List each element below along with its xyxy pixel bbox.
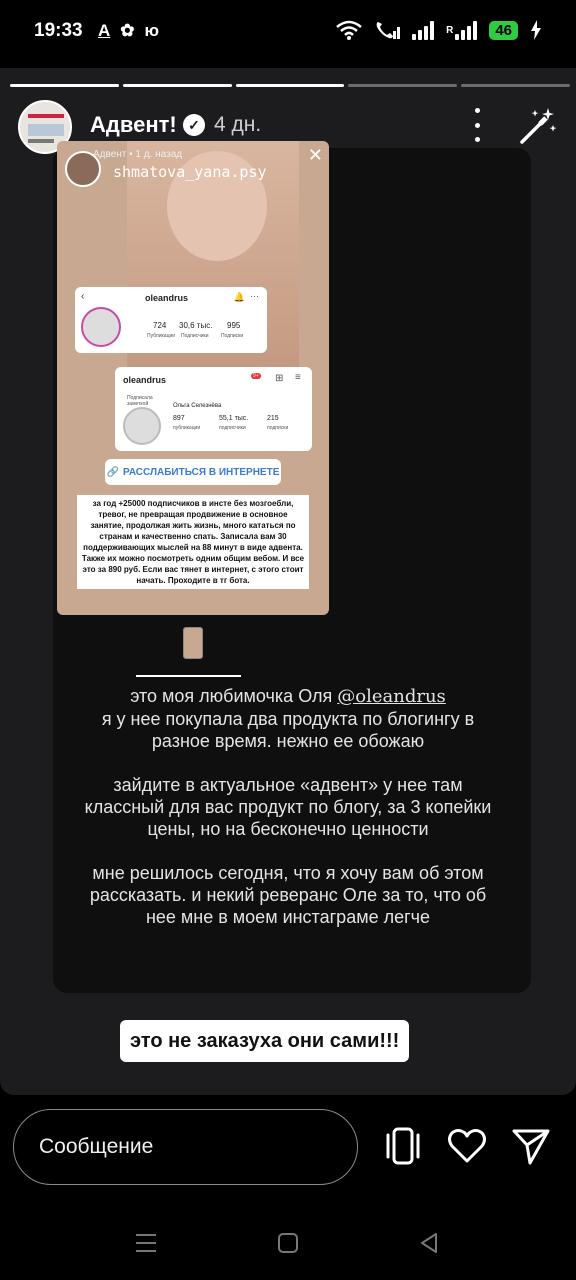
stat-label: Публикации — [147, 333, 176, 339]
stat-value: 30,6 тыс. — [179, 321, 213, 330]
story-thumbnail — [183, 627, 203, 659]
notification-icon-a: A — [98, 21, 111, 40]
stat-value: 897 — [173, 415, 185, 422]
stat-label: подписчики — [219, 425, 246, 431]
more-options-icon[interactable] — [470, 108, 484, 142]
wifi-icon — [336, 20, 362, 40]
send-icon[interactable] — [510, 1125, 552, 1167]
bell-icon: 🔔 — [233, 292, 245, 302]
profile-card-2 — [115, 367, 312, 451]
back-icon[interactable] — [416, 1229, 444, 1257]
charging-icon — [530, 20, 542, 40]
link-icon: 🔗 — [106, 466, 120, 478]
volte-call-icon — [374, 19, 400, 41]
verified-badge-icon: ✓ — [183, 114, 205, 136]
story-time-ago: 4 дн. — [214, 113, 262, 136]
signal-strength-icon-2 — [455, 20, 477, 40]
system-nav-bar — [0, 1205, 576, 1280]
reshared-author: shmatova_yana.psy — [113, 163, 267, 181]
notification-icon-yu: ю — [144, 21, 160, 40]
stat-label: Подписчики — [181, 333, 209, 339]
stat-value: 995 — [227, 321, 241, 330]
notification-badge: 9+ — [253, 373, 259, 379]
progress-segment — [10, 84, 119, 87]
recent-apps-icon[interactable] — [132, 1229, 160, 1257]
stat-value: 215 — [267, 415, 279, 422]
profile-card-1 — [75, 287, 267, 353]
text-sticker: это не заказуха они сами!!! — [120, 1020, 409, 1062]
stat-label: публикации — [173, 425, 201, 431]
link-sticker-label: РАССЛАБИТЬСЯ В ИНТЕРНЕТЕ — [123, 466, 280, 478]
profile-full-name: Ольга Селезнёва — [173, 403, 222, 409]
progress-segment — [461, 84, 570, 87]
story-caption — [76, 685, 500, 950]
stat-value: 724 — [153, 321, 167, 330]
repost-icon[interactable] — [382, 1125, 424, 1167]
progress-segment — [236, 84, 345, 87]
mention-link[interactable]: @oleandrus — [337, 686, 446, 707]
story-progress-bar — [10, 84, 570, 87]
notification-icon-flower: ✿ — [120, 21, 135, 40]
stat-value: 55,1 тыс. — [219, 415, 249, 422]
reshared-story-image — [57, 141, 329, 615]
progress-segment — [123, 84, 232, 87]
back-icon: ‹ — [81, 291, 85, 302]
reshared-meta: Адвент • 1 д. назад — [93, 149, 183, 160]
roaming-label: R — [446, 24, 454, 36]
heart-icon[interactable] — [446, 1125, 488, 1167]
profile-card-name: oleandrus — [145, 293, 189, 303]
divider — [136, 675, 241, 677]
stat-label: Подписки — [221, 333, 244, 339]
message-input[interactable] — [13, 1109, 358, 1185]
caption-line: это моя любимочка Оля — [130, 686, 338, 706]
magic-wand-icon[interactable] — [518, 106, 558, 146]
link-sticker — [105, 459, 281, 485]
profile-card-avatar — [123, 407, 161, 445]
reply-bar — [0, 1095, 576, 1205]
profile-card-avatar — [81, 307, 121, 347]
battery-indicator: 46 — [489, 21, 518, 40]
status-time: 19:33 — [34, 20, 83, 41]
story-frame[interactable] — [0, 68, 576, 1095]
note-text: Подписала заметкой — [127, 395, 153, 407]
notification-icons — [98, 21, 159, 41]
progress-segment — [348, 84, 457, 87]
menu-icon: ≡ — [295, 372, 301, 383]
signal-strength-icon-1 — [412, 20, 434, 40]
reshared-text: за год +25000 подписчиков в инсте без мозгоебли, тревог, не превращая продвижение в основное занятие, продолжая жить жизнь, много кататься по странам и качественно спать. Записала вам 30 поддерживающих мыслей на 88 минут в виде адвента. Также их можно посмотреть одним общим вебом. И все это за 890 руб. Если вас тянет в интернет, с этого стоит начать. Проходите в тг бота. — [77, 495, 309, 589]
close-icon: ✕ — [307, 145, 323, 165]
stat-label: подписки — [267, 425, 289, 431]
story-username[interactable]: Адвент! — [90, 112, 177, 137]
caption-line: я у нее покупала два продукта по блогингу в разное время. нежно ее обожаю — [101, 709, 475, 751]
profile-card-name: oleandrus — [123, 375, 167, 385]
caption-paragraph: мне решилось сегодня, что я хочу вам об этом рассказать. и некий реверанс Оле за то, что об нее мне в моем инстаграме легче — [89, 863, 487, 927]
add-icon: ⊞ — [275, 373, 284, 384]
status-bar — [0, 0, 576, 68]
caption-paragraph: зайдите в актуальное «адвент» у нее там классный для вас продукт по блогу, за 3 копейки цены, но на бесконечно ценности — [84, 775, 492, 839]
home-icon[interactable] — [274, 1229, 302, 1257]
status-right — [336, 19, 542, 41]
more-icon: ⋯ — [250, 291, 259, 301]
